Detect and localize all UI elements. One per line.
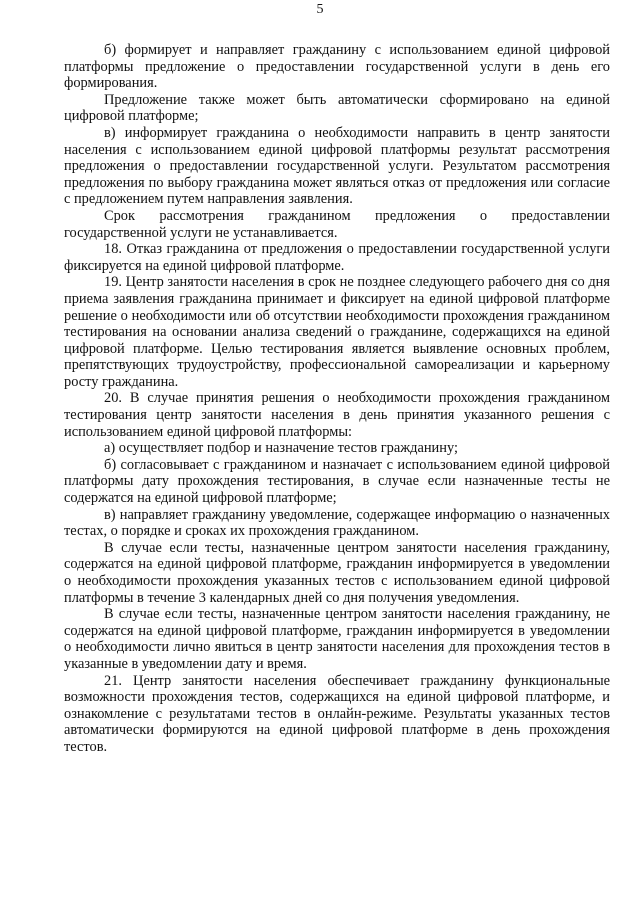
paragraph: а) осуществляет подбор и назначение тестов гражданину;: [104, 440, 458, 457]
paragraph: Предложение также может быть автоматически сформировано на единой цифровой платформе;: [64, 91, 610, 125]
paragraph: 19. Центр занятости населения в срок не позднее следующего рабочего дня со дня приема заявления гражданина принимает и фиксирует на единой цифровой платформе решение о необходимости или об отсутствии необходимости прохождения гражданином тестирования на основании анализа сведений о гражданине, содержащихся на единой цифровой платформе. Целью тестирования является выявление основных проблем, препятствующих трудоустройству, профессиональной самореализации и карьерному росту гражданина.: [64, 274, 610, 390]
paragraph: В случае если тесты, назначенные центром занятости населения гражданину, не содержатся на единой цифровой платформе, гражданин информируется в уведомлении о необходимости лично явиться в центр занятости населения для прохождения тестов в указанные в уведомлении дату и время.: [64, 606, 610, 672]
paragraph: 18. Отказ гражданина от предложения о предоставлении государственной услуги фиксируется на единой цифровой платформе.: [64, 241, 610, 274]
paragraph: б) согласовывает с гражданином и назначает с использованием единой цифровой платформы дату прохождения тестирования, в случае если назначенные тесты не содержатся на единой цифровой платформе;: [64, 456, 610, 507]
paragraph: Срок рассмотрения гражданином предложения о предоставлении государственной услуги не устанавливается.: [64, 207, 610, 241]
paragraph: 20. В случае принятия решения о необходимости прохождения гражданином тестирования центр занятости населения в день принятия указанного решения с использованием единой цифровой платформы:: [64, 390, 610, 440]
paragraph: б) формирует и направляет гражданину с использованием единой цифровой платформы предложение о предоставлении государственной услуги в день его формирования.: [64, 42, 610, 92]
document-body: [64, 42, 610, 756]
paragraph: 21. Центр занятости населения обеспечивает гражданину функциональные возможности прохождения тестов, содержащихся на единой цифровой платформе, и ознакомление с результатами тестов в онлайн-режиме. Результаты указанных тестов автоматически формируются на единой цифровой платформе в день прохождения тестов.: [64, 672, 610, 755]
paragraph: в) информирует гражданина о необходимости направить в центр занятости населения с использованием единой цифровой платформы результат рассмотрения предложения о предоставлении государственной услуги. Результатом рассмотрения предложения по выбору гражданина может являться отказ от предложения или согласие с предложением путем направления заявления.: [64, 124, 610, 208]
paragraph: В случае если тесты, назначенные центром занятости населения гражданину, содержатся на единой цифровой платформе, гражданин информируется в уведомлении о необходимости прохождения указанных тестов с использованием единой цифровой платформы в течение 3 календарных дней со дня получения уведомления.: [64, 539, 610, 606]
paragraph: в) направляет гражданину уведомление, содержащее информацию о назначенных тестах, о порядке и сроках их прохождения гражданином.: [64, 506, 610, 540]
page-number: 5: [316, 2, 324, 17]
